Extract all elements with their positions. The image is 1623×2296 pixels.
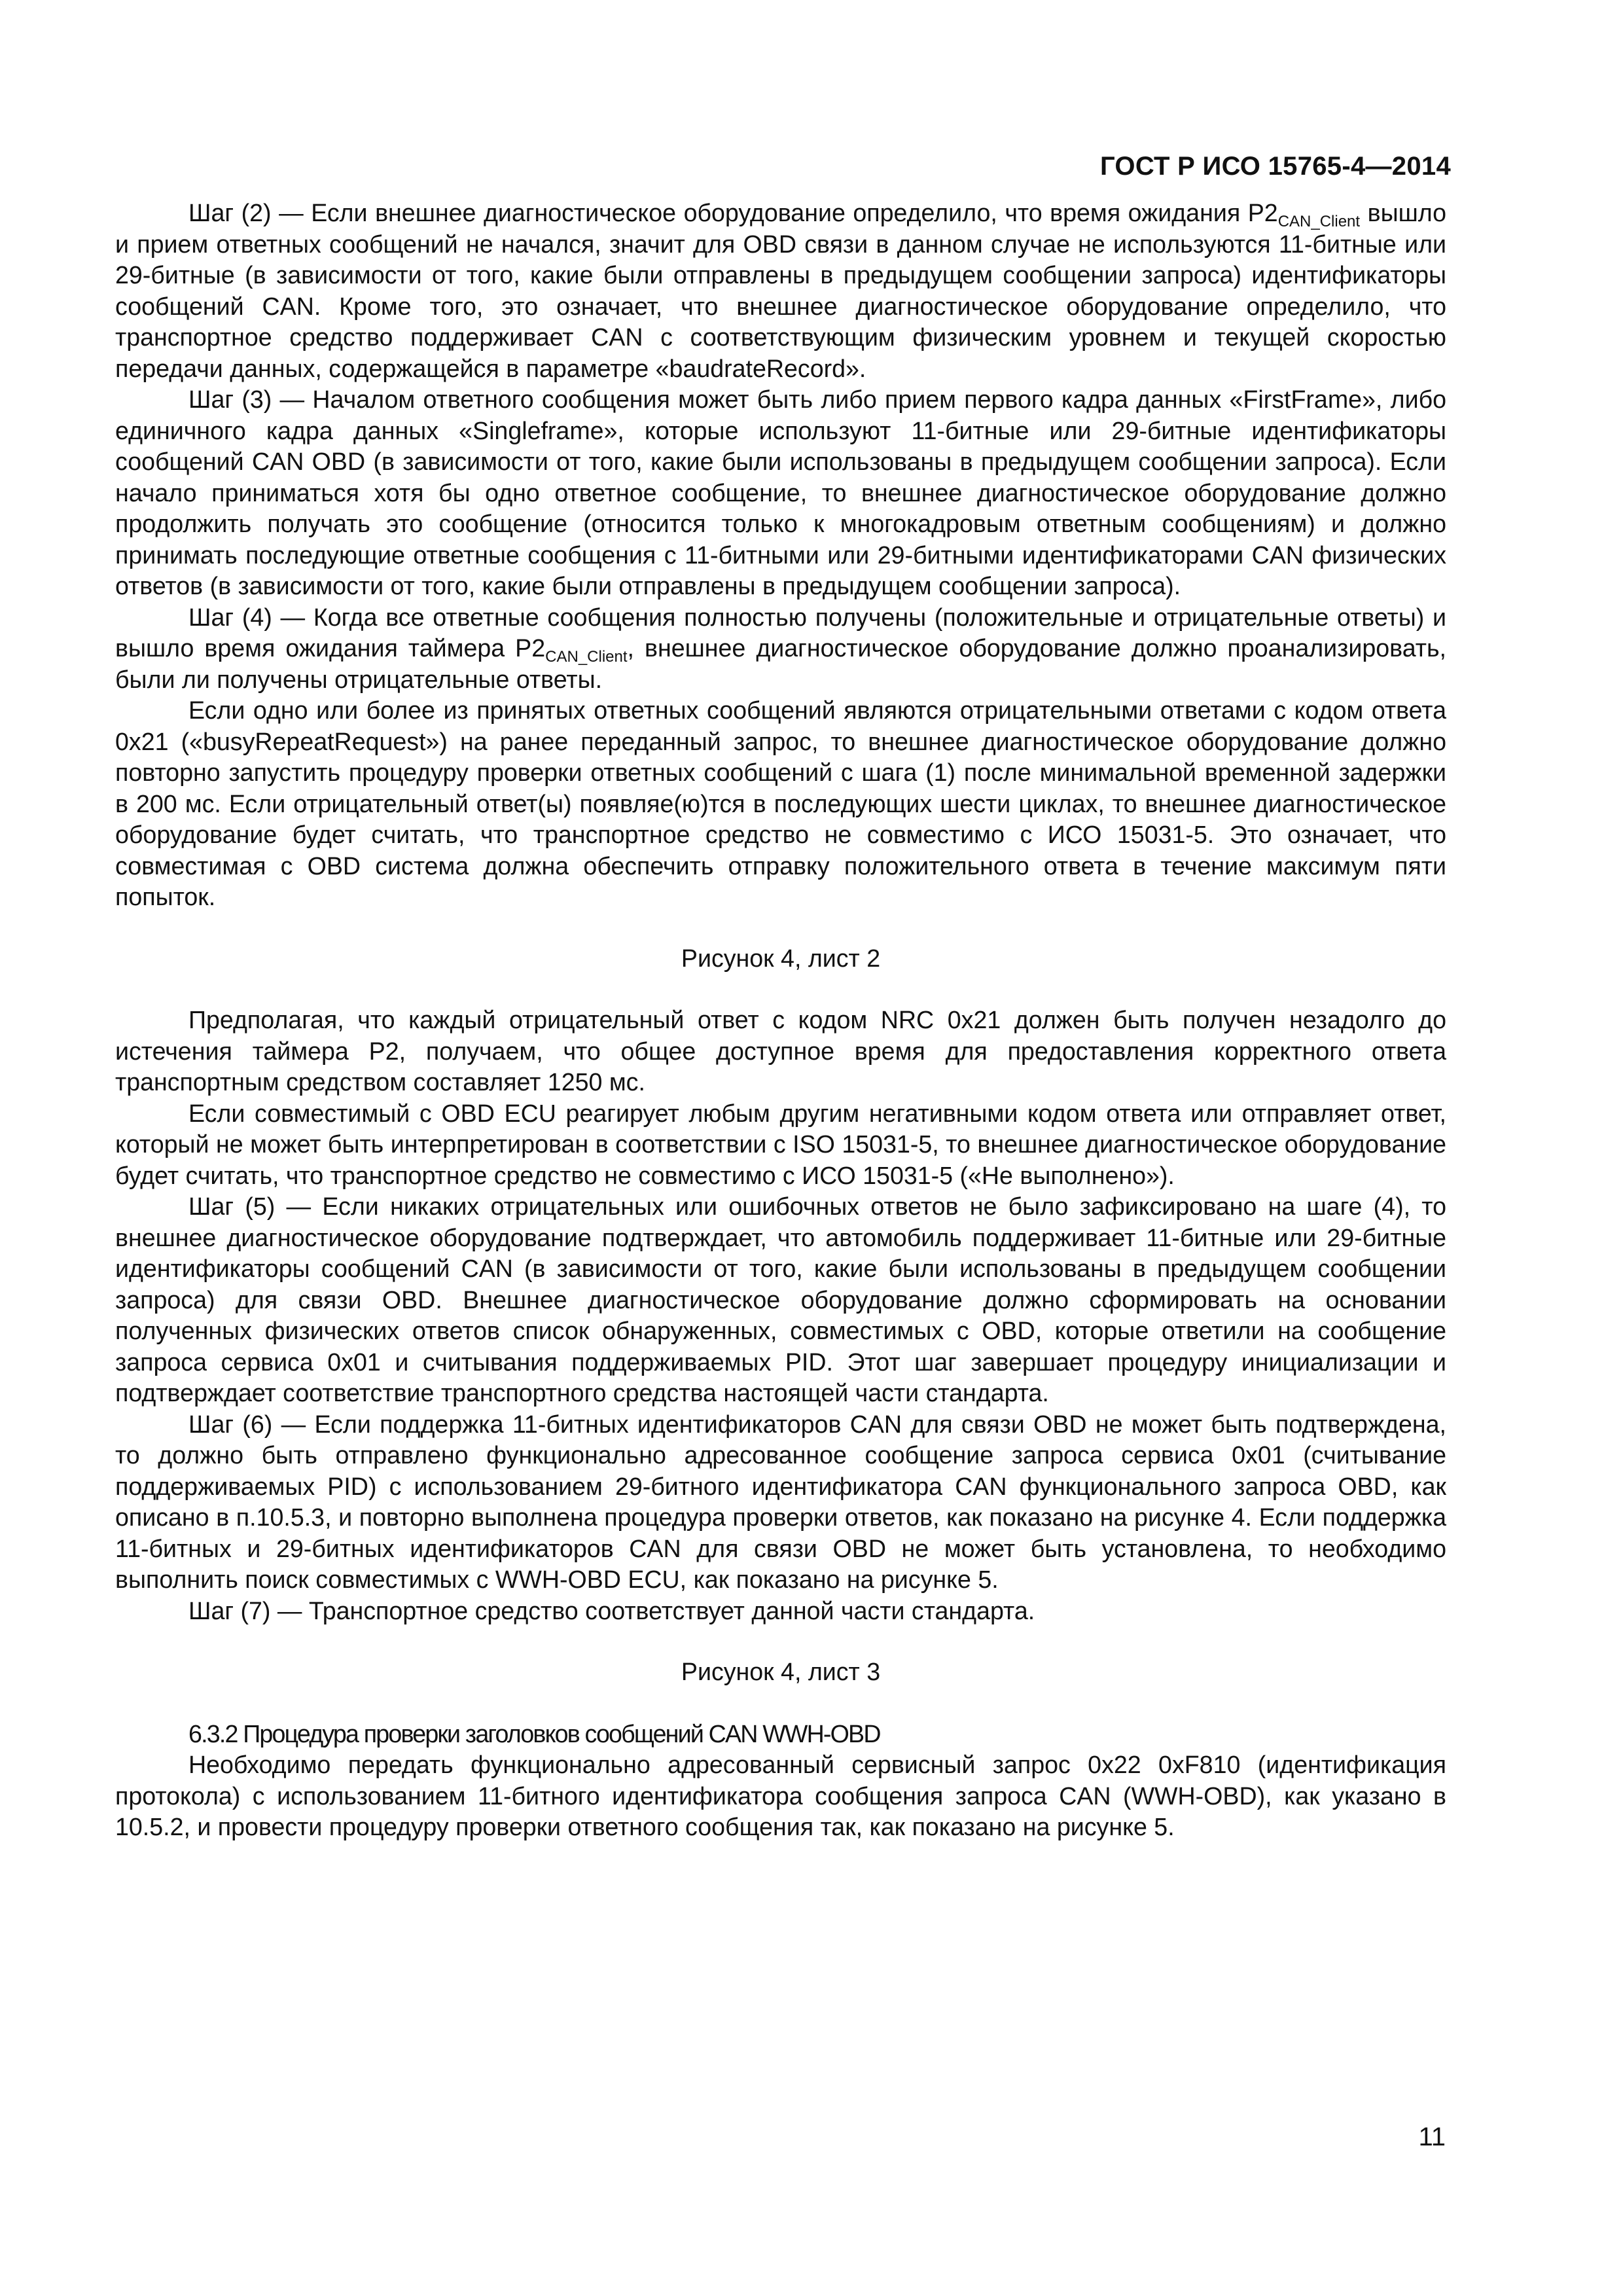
caption-text: Рисунок 4, лист 2 [681, 944, 881, 972]
paragraph-text: Если совместимый с OBD ECU реагирует любым другим негативными кодом ответа или отправляет ответ, который не может быть интерпретирован в соответствии с ISO 15031-5, то внешнее диагностическое оборудование будет считать, что транспортное средство не совместимо с ИСО 15031-5 («Не выполнено»). [115, 1099, 1446, 1189]
paragraph-other-codes [115, 1098, 1446, 1192]
paragraph-wwh-obd-procedure [115, 1749, 1446, 1843]
paragraph-text: Шаг (7) — Транспортное средство соответствует данной части стандарта. [188, 1596, 1035, 1624]
paragraph-step-2 [115, 198, 1446, 384]
paragraph-text: Шаг (6) — Если поддержка 11-битных идентификаторов CAN для связи OBD не может быть подтверждена, то должно быть отправлено функционально адресованное сообщение запроса сервиса 0x01 (считывание поддерживаемых PID) с использованием 29-битного идентификатора CAN функционального запроса OBD, как описано в п.10.5.3, и повторно выполнена процедура проверки ответов, как показано на рисунке 4. Если поддержка 11-битных и 29-битных идентификаторов CAN для связи OBD не может быть установлена, то необходимо выполнить поиск совместимых с WWH-OBD ECU, как показано на рисунке 5. [115, 1410, 1446, 1593]
caption-text: Рисунок 4, лист 3 [681, 1658, 881, 1685]
paragraph-step-4 [115, 602, 1446, 696]
subscript: CAN_Client [545, 648, 628, 666]
subscript: CAN_Client [1277, 213, 1361, 230]
heading-text: 6.3.2 Процедура проверки заголовков сообщений CAN WWH-OBD [188, 1719, 880, 1748]
paragraph-text: Шаг (3) — Началом ответного сообщения может быть либо прием первого кадра данных «FirstFrame», либо единичного кадра данных «Singleframe», которые используют 11-битные или 29-битные идентификаторы сообщений CAN OBD (в зависимости от того, какие были использованы в предыдущем сообщении запроса). Если начало приниматься хотя бы одно ответное сообщение, то внешнее диагностическое оборудование должно продолжить получать это сообщение (относится только к многокадровым ответным сообщениям) и должно принимать последующие ответные сообщения с 11-битными или 29-битными идентификаторами CAN физических ответов (в зависимости от того, какие были отправлены в предыдущем сообщении запроса). [115, 386, 1446, 600]
page-number: 11 [1418, 2123, 1446, 2151]
paragraph-text: Шаг (2) — Если внешнее диагностическое оборудование определило, что время ожидания P2 [188, 199, 1278, 226]
paragraph-total-time [115, 1005, 1446, 1098]
paragraph-step-5 [115, 1191, 1446, 1409]
paragraph-step-6 [115, 1409, 1446, 1596]
paragraph-text: Если одно или более из принятых ответных сообщений являются отрицательными ответами с кодом ответа 0x21 («busyRepeatRequest») на ранее переданный запрос, то внешнее диагностическое оборудование должно повторно запустить процедуру проверки ответных сообщений с шага (1) после минимальной временной задержки в 200 мс. Если отрицательный ответ(ы) появляе(ю)тся в последующих шести циклах, то внешнее диагностическое оборудование будет считать, что транспортное средство не совместимо с ИСО 15031-5. Это означает, что совместимая с OBD система должна обеспечить отправку положительного ответа в течение максимум пяти попыток. [115, 696, 1446, 910]
paragraph-negative-responses [115, 695, 1446, 913]
paragraph-text: Шаг (4) — Когда все ответные сообщения полностью получены (положительные и отрицательные ответы) и вышло время ожидания таймера P2 [115, 603, 1446, 662]
paragraph-text: Шаг (5) — Если никаких отрицательных или ошибочных ответов не было зафиксировано на шаге (4), то внешнее диагностическое оборудование подтверждает, что автомобиль поддерживает 11-битные или 29-битные идентификаторы сообщений CAN (в зависимости от того, какие были использованы в предыдущем сообщении запроса) для связи OBD. Внешнее диагностическое оборудование должно сформировать на основании полученных физических ответов список обнаруженных, совместимых с OBD, которые ответили на сообщение запроса сервиса 0x01 и считывания поддерживаемых PID. Этот шаг завершает процедуру инициализации и подтверждает соответствие транспортного средства настоящей части стандарта. [115, 1193, 1446, 1407]
figure-caption-sheet-3 [115, 1657, 1446, 1688]
paragraph-text: Предполагая, что каждый отрицательный ответ с кодом NRC 0x21 должен быть получен незадолго до истечения таймера P2, получаем, что общее доступное время для предоставления корректного ответа транспортным средством составляет 1250 мс. [115, 1006, 1446, 1096]
paragraph-step-3 [115, 384, 1446, 602]
paragraph-text: вышло и прием ответных сообщений не начался, значит для OBD связи в данном случае не используются 11-битные или 29-битные (в зависимости от того, какие были отправлены в предыдущем сообщении запроса) идентификаторы сообщений CAN. Кроме того, это означает, что внешнее диагностическое оборудование определило, что транспортное средство поддерживает CAN с соответствующим физическим уровнем и текущей скоростью передачи данных, содержащейся в параметре «baudrateRecord». [115, 199, 1446, 382]
figure-caption-sheet-2 [115, 943, 1446, 975]
paragraph-step-7 [115, 1596, 1446, 1627]
paragraph-text: , внешнее диагностическое оборудование должно проанализировать, были ли получены отрицательные ответы. [115, 634, 1446, 693]
standard-header: ГОСТ Р ИСО 15765-4—2014 [1099, 152, 1451, 181]
paragraph-text: Необходимо передать функционально адресованный сервисный запрос 0x22 0xF810 (идентификация протокола) с использованием 11-битного идентификатора сообщения запроса CAN (WWH-OBD), как указано в 10.5.2, и провести процедуру проверки ответного сообщения так, как показано на рисунке 5. [115, 1751, 1446, 1840]
section-heading-6-3-2 [115, 1719, 1446, 1750]
document-body [115, 198, 1446, 1843]
